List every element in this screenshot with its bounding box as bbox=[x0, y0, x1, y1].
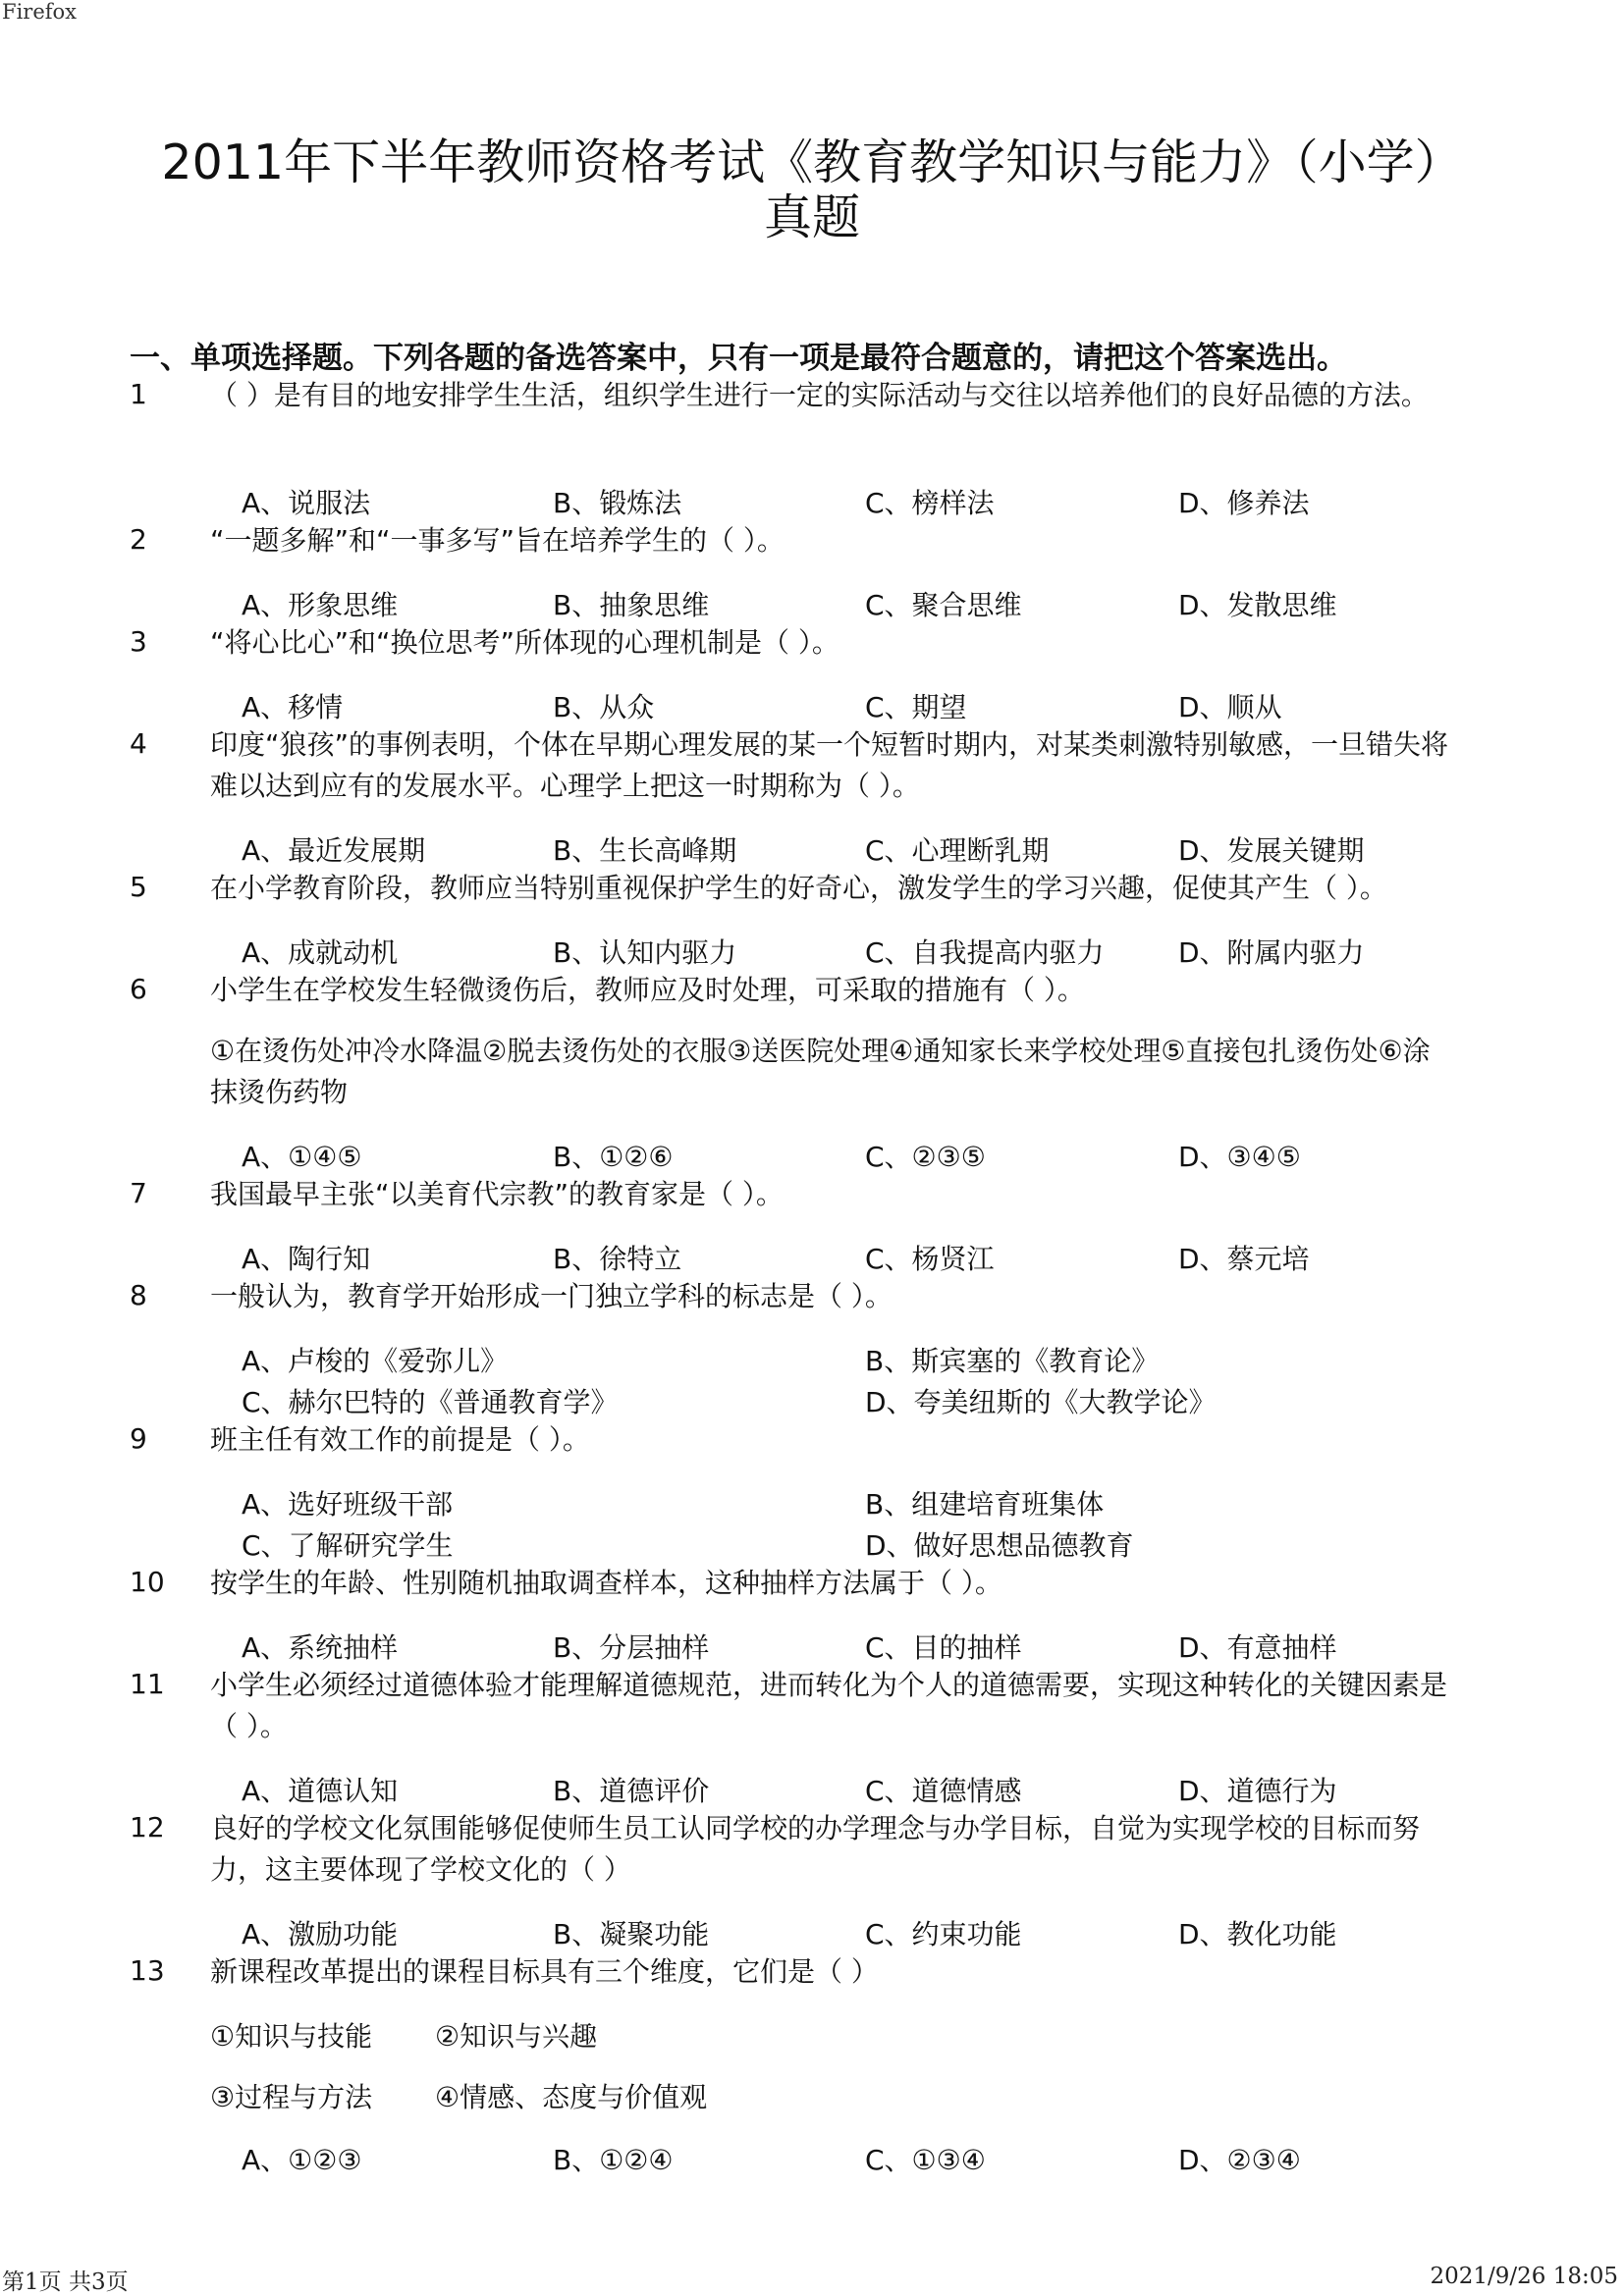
question-text: 按学生的年龄、性别随机抽取调查样本，这种抽样方法属于（ ）。 bbox=[210, 1567, 1002, 1599]
sub-item-3: ③过程与方法 bbox=[210, 2081, 373, 2113]
question-number: 10 bbox=[130, 1566, 165, 1598]
question-text: 一般认为，教育学开始形成一门独立学科的标志是（ ）。 bbox=[210, 1280, 893, 1312]
option-c: C、杨贤江 bbox=[865, 1243, 995, 1275]
option-b: B、生长高峰期 bbox=[553, 834, 737, 867]
question-text: “将心比心”和“换位思考”所体现的心理机制是（ ）。 bbox=[210, 626, 839, 659]
option-d: D、道德行为 bbox=[1178, 1775, 1337, 1807]
option-d: D、发展关键期 bbox=[1178, 834, 1365, 867]
option-d: D、做好思想品德教育 bbox=[865, 1529, 1134, 1562]
option-b: B、认知内驱力 bbox=[553, 936, 737, 969]
option-c: C、心理断乳期 bbox=[865, 834, 1050, 867]
option-c: C、约束功能 bbox=[865, 1918, 1022, 1950]
option-b: B、徐特立 bbox=[553, 1243, 682, 1275]
option-b: B、①②④ bbox=[553, 2144, 674, 2176]
title-line-1: 2011年下半年教师资格考试《教育教学知识与能力》（小学） bbox=[161, 134, 1463, 190]
question-number: 1 bbox=[130, 378, 147, 410]
option-b: B、锻炼法 bbox=[553, 487, 682, 519]
option-c: C、聚合思维 bbox=[865, 589, 1022, 621]
page-number: 第1页 共3页 bbox=[2, 2269, 129, 2295]
question-number: 4 bbox=[130, 727, 147, 760]
option-c: C、榜样法 bbox=[865, 487, 995, 519]
sub-item-4: ④情感、态度与价值观 bbox=[435, 2081, 708, 2113]
option-c: C、赫尔巴特的《普通教育学》 bbox=[242, 1386, 619, 1418]
document-title bbox=[0, 135, 1624, 245]
option-a: A、选好班级干部 bbox=[242, 1488, 454, 1521]
option-d: D、有意抽样 bbox=[1178, 1631, 1337, 1664]
option-b: B、从众 bbox=[553, 691, 655, 723]
question-number: 13 bbox=[130, 1954, 165, 1987]
option-a: A、道德认知 bbox=[242, 1775, 399, 1807]
option-d: D、顺从 bbox=[1178, 691, 1282, 723]
question-number: 5 bbox=[130, 871, 147, 903]
option-a: A、系统抽样 bbox=[242, 1631, 399, 1664]
option-b: B、①②⑥ bbox=[553, 1141, 674, 1173]
question-number: 3 bbox=[130, 625, 147, 658]
question-number: 6 bbox=[130, 973, 147, 1005]
option-a: A、①②③ bbox=[242, 2144, 362, 2176]
option-c: C、期望 bbox=[865, 691, 967, 723]
title-line-2: 真题 bbox=[763, 189, 860, 245]
option-b: B、抽象思维 bbox=[553, 589, 710, 621]
print-datetime: 2021/9/26 18:05 bbox=[1430, 2264, 1618, 2289]
question-number: 11 bbox=[130, 1668, 165, 1700]
question-text: 我国最早主张“以美育代宗教”的教育家是（ ）。 bbox=[210, 1178, 784, 1210]
option-c: C、②③⑤ bbox=[865, 1141, 986, 1173]
option-d: D、夸美纽斯的《大教学论》 bbox=[865, 1386, 1217, 1418]
option-a: A、成就动机 bbox=[242, 936, 399, 969]
option-c: C、道德情感 bbox=[865, 1775, 1022, 1807]
section-heading: 一、单项选择题。下列各题的备选答案中，只有一项是最符合题意的，请把这个答案选出。 bbox=[130, 341, 1347, 376]
question-sub-items: ①在烫伤处冲冷水降温②脱去烫伤处的衣服③送医院处理④通知家长来学校处理⑤直接包扎烫伤处⑥涂抹烫伤药物 bbox=[210, 1035, 1431, 1108]
question-number: 7 bbox=[130, 1177, 147, 1209]
option-d: D、附属内驱力 bbox=[1178, 936, 1365, 969]
option-d: D、修养法 bbox=[1178, 487, 1310, 519]
question-text: （ ）是有目的地安排学生生活，组织学生进行一定的实际活动与交往以培养他们的良好品德的方法。 bbox=[210, 379, 1429, 411]
sub-item-2: ②知识与兴趣 bbox=[435, 2020, 598, 2053]
sub-item-1: ①知识与技能 bbox=[210, 2020, 373, 2053]
option-c: C、①③④ bbox=[865, 2144, 986, 2176]
question-text: 印度“狼孩”的事例表明，个体在早期心理发展的某一个短暂时期内，对某类刺激特别敏感，一旦错失将难以达到应有的发展水平。心理学上把这一时期称为（ ）。 bbox=[210, 728, 1449, 802]
option-b: B、道德评价 bbox=[553, 1775, 710, 1807]
option-d: D、教化功能 bbox=[1178, 1918, 1337, 1950]
option-a: A、形象思维 bbox=[242, 589, 399, 621]
question-text: 小学生在学校发生轻微烫伤后，教师应及时处理，可采取的措施有（ ）。 bbox=[210, 974, 1085, 1006]
question-number: 12 bbox=[130, 1811, 165, 1843]
option-a: A、陶行知 bbox=[242, 1243, 371, 1275]
question-text: 小学生必须经过道德体验才能理解道德规范，进而转化为个人的道德需要，实现这种转化的关键因素是 （ ）。 bbox=[210, 1669, 1448, 1742]
option-d: D、发散思维 bbox=[1178, 589, 1337, 621]
option-c: C、目的抽样 bbox=[865, 1631, 1022, 1664]
option-c: C、自我提高内驱力 bbox=[865, 936, 1105, 969]
question-text: 在小学教育阶段，教师应当特别重视保护学生的好奇心，激发学生的学习兴趣，促使其产生（ ）。 bbox=[210, 872, 1387, 904]
question-text: 新课程改革提出的课程目标具有三个维度，它们是（ ） bbox=[210, 1955, 879, 1988]
question-number: 8 bbox=[130, 1279, 147, 1311]
option-b: B、凝聚功能 bbox=[553, 1918, 710, 1950]
option-d: D、③④⑤ bbox=[1178, 1141, 1301, 1173]
option-d: D、②③④ bbox=[1178, 2144, 1301, 2176]
option-a: A、卢梭的《爱弥儿》 bbox=[242, 1345, 509, 1377]
option-b: B、组建培育班集体 bbox=[865, 1488, 1105, 1521]
question-text: 班主任有效工作的前提是（ ）。 bbox=[210, 1423, 590, 1456]
question-number: 9 bbox=[130, 1422, 147, 1455]
option-b: B、分层抽样 bbox=[553, 1631, 710, 1664]
option-a: A、最近发展期 bbox=[242, 834, 426, 867]
option-a: A、移情 bbox=[242, 691, 344, 723]
question-text: 良好的学校文化氛围能够促使师生员工认同学校的办学理念与办学目标，自觉为实现学校的目标而努力，这主要体现了学校文化的（ ） bbox=[210, 1812, 1421, 1886]
option-a: A、①④⑤ bbox=[242, 1141, 362, 1173]
browser-label: Firefox bbox=[2, 0, 78, 24]
question-number: 2 bbox=[130, 523, 147, 556]
option-c: C、了解研究学生 bbox=[242, 1529, 454, 1562]
option-a: A、说服法 bbox=[242, 487, 371, 519]
option-d: D、蔡元培 bbox=[1178, 1243, 1310, 1275]
question-text: “一题多解”和“一事多写”旨在培养学生的（ ）。 bbox=[210, 524, 785, 557]
option-a: A、激励功能 bbox=[242, 1918, 399, 1950]
option-b: B、斯宾塞的《教育论》 bbox=[865, 1345, 1160, 1377]
